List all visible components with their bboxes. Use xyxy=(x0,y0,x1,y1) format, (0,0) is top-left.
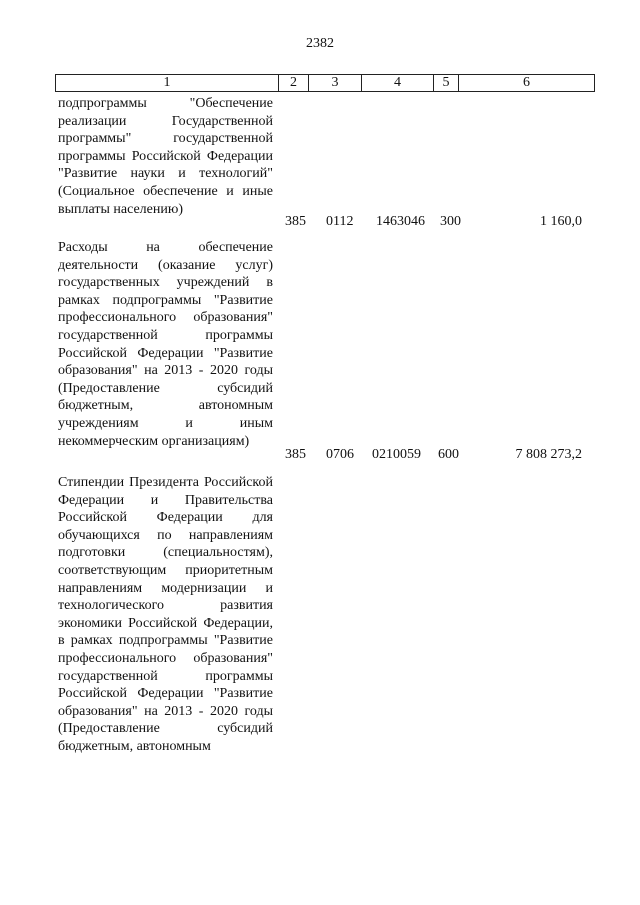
table-row xyxy=(58,239,273,450)
row-description: Стипендии Президента Российской Федерации и Правительства Российской Федерации для обучающихся по направлениям подготовки (специальностям), соответствующим приоритетным направлениям модернизации и технологического развития экономики Российской Федерации, в рамках подпрограммы "Развитие профессионального образования" государственной программы Российской Федерации "Развитие образования" на 2013 - 2020 годы (Предоставление субсидий бюджетным, автономным xyxy=(58,475,273,754)
row-description: подпрограммы "Обеспечение реализации Государственной программы" государственной программы Российской Федерации "Развитие науки и технологий" (Социальное обеспечение и иные выплаты населению) xyxy=(58,96,273,217)
table-row xyxy=(58,95,273,218)
row-col2-value: 385 xyxy=(285,447,306,462)
table-row xyxy=(58,474,273,756)
row-description: Расходы на обеспечение деятельности (оказание услуг) государственных учреждений в рамках подпрограммы "Развитие профессионального образования" государственной программы Российской Федерации "Развитие образования" на 2013 - 2020 годы (Предоставление субсидий бюджетным, автономным учреждениям и иным некоммерческим организациям) xyxy=(58,240,273,449)
table-header-row xyxy=(55,74,595,92)
page-number: 2382 xyxy=(306,36,334,51)
column-header-3: 3 xyxy=(308,74,362,92)
column-header-2: 2 xyxy=(278,74,309,92)
column-header-5: 5 xyxy=(433,74,459,92)
row-col2-value: 385 xyxy=(285,214,306,229)
column-header-6: 6 xyxy=(458,74,595,92)
column-header-1: 1 xyxy=(55,74,279,92)
row-col4-value: 0210059 xyxy=(372,447,421,462)
row-col3-value: 0112 xyxy=(326,214,354,229)
row-col5-value: 600 xyxy=(438,447,459,462)
column-header-4: 4 xyxy=(361,74,434,92)
row-col6-value: 1 160,0 xyxy=(540,214,582,229)
row-col4-value: 1463046 xyxy=(376,214,425,229)
row-col6-value: 7 808 273,2 xyxy=(515,447,582,462)
row-col3-value: 0706 xyxy=(326,447,354,462)
row-col5-value: 300 xyxy=(440,214,461,229)
